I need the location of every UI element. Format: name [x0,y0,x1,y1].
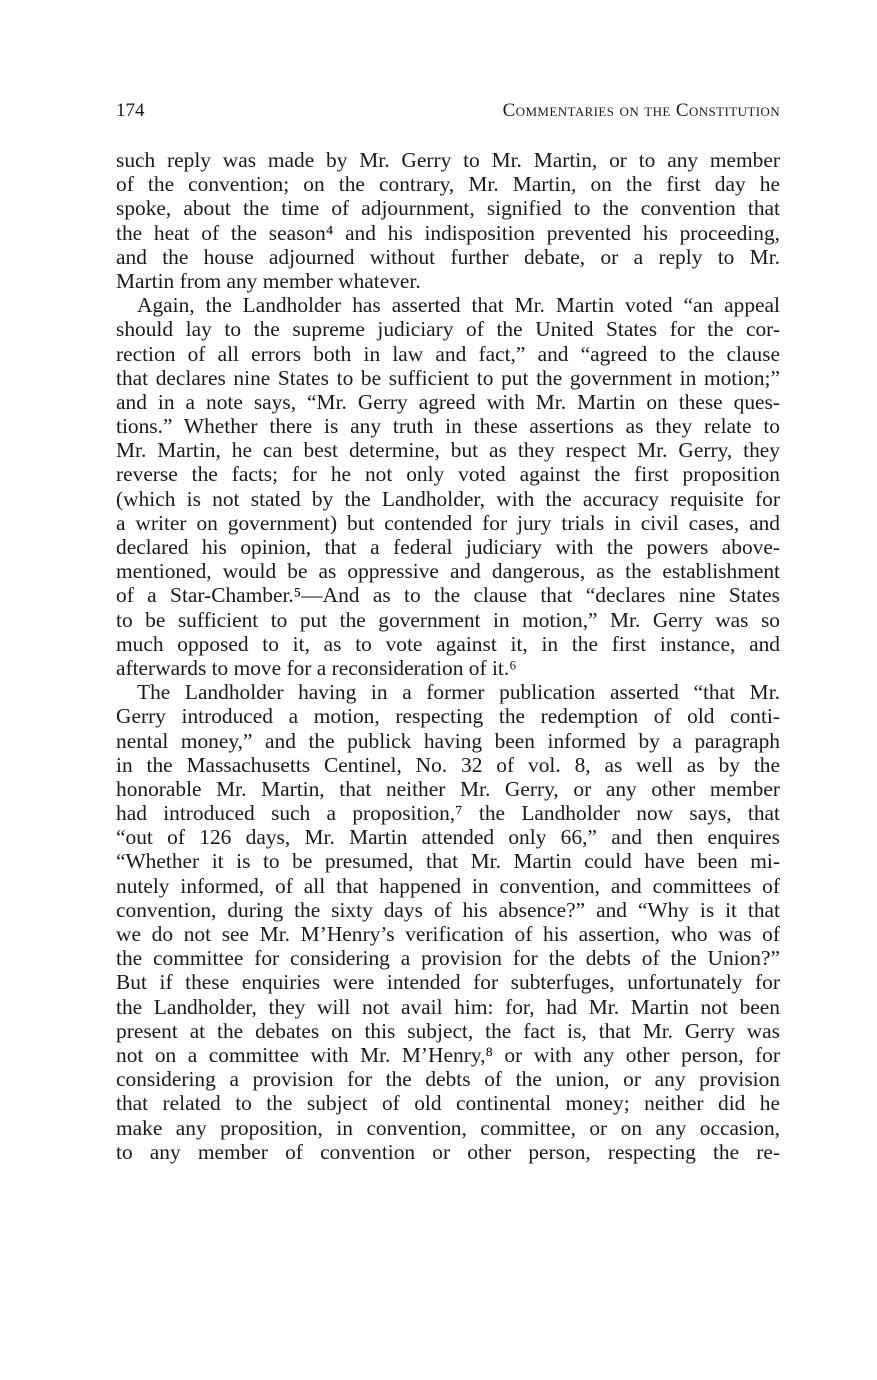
text-line: convention, during the sixty days of his absence?” and “Why is it that [116,897,780,922]
text-line: in the Massachusetts Centinel, No. 32 of vol. 8, as well as by the [116,752,780,777]
text-line: afterwards to move for a reconsideration of it.⁶ [116,655,517,680]
text-line: of the convention; on the contrary, Mr. Martin, on the first day he [116,172,780,197]
text-line: make any proposition, in convention, committee, or on any occasion, [116,1115,780,1140]
text-line: declared his opinion, that a federal judiciary with the powers above- [116,535,780,559]
text-line: (which is not stated by the Landholder, with the accuracy requisite for [116,486,780,511]
text-line: “out of 126 days, Mr. Martin attended only 66,” and then enquires [116,825,780,850]
text-line: the Landholder, they will not avail him: for, had Mr. Martin not been [116,994,780,1019]
text-line: honorable Mr. Martin, that neither Mr. Gerry, or any other member [116,776,780,801]
text-line: that declares nine States to be sufficient to put the government in motion;” [116,365,780,390]
text-line: “Whether it is to be presumed, that Mr. Martin could have been mi- [116,849,780,874]
page-number: 174 [116,100,145,121]
text-line: rection of all errors both in law and fact,” and “agreed to the clause [116,341,780,366]
text-line: Gerry introduced a motion, respecting the redemption of old conti- [116,704,780,729]
text-line: a writer on government) but contended for jury trials in civil cases, and [116,510,780,535]
text-line: considering a provision for the debts of the union, or any provision [116,1067,780,1092]
page-header [116,100,780,130]
text-line: we do not see Mr. M’Henry’s verification of his assertion, who was of [116,922,780,946]
body-text [116,148,780,1164]
text-line: Mr. Martin, he can best determine, but as they respect Mr. Gerry, they [116,438,780,463]
paragraph-first-line: The Landholder having in a former publication asserted “that Mr. [137,680,780,705]
text-line: had introduced such a proposition,⁷ the Landholder now says, that [116,801,780,826]
text-line: to be sufficient to put the government in motion,” Mr. Gerry was so [116,607,780,632]
text-line: and in a note says, “Mr. Gerry agreed with Mr. Martin on these ques- [116,389,780,414]
text-line: of a Star-Chamber.⁵—And as to the clause that “declares nine States [116,583,780,608]
text-line: that related to the subject of old continental money; neither did he [116,1091,780,1116]
text-line: present at the debates on this subject, the fact is, that Mr. Gerry was [116,1018,780,1043]
text-line: reverse the facts; for he not only voted against the first proposition [116,462,780,487]
running-head: Commentaries on the Constitution [502,100,780,121]
text-line: such reply was made by Mr. Gerry to Mr. Martin, or to any member [116,148,780,172]
text-line: spoke, about the time of adjournment, signified to the convention that [116,196,780,221]
text-line: tions.” Whether there is any truth in these assertions as they relate to [116,414,780,439]
text-line: nutely informed, of all that happened in convention, and committees of [116,873,780,898]
text-line: not on a committee with Mr. M’Henry,⁸ or with any other person, for [116,1042,780,1067]
text-line: But if these enquiries were intended for subterfuges, unfortunately for [116,970,780,995]
text-line: and the house adjourned without further debate, or a reply to Mr. [116,244,780,269]
text-line: the committee for considering a provision for the debts of the Union?” [116,946,780,971]
text-line: nental money,” and the publick having been informed by a paragraph [116,728,780,753]
text-line: mentioned, would be as oppressive and dangerous, as the establishment [116,559,780,584]
text-line: should lay to the supreme judiciary of the United States for the cor- [116,317,780,342]
text-line: the heat of the season⁴ and his indisposition prevented his proceeding, [116,220,780,245]
text-line: much opposed to it, as to vote against it, in the first instance, and [116,631,780,656]
text-line: Martin from any member whatever. [116,268,421,293]
text-line: to any member of convention or other person, respecting the re- [116,1139,780,1164]
paragraph-first-line: Again, the Landholder has asserted that Mr. Martin voted “an appeal [137,293,780,318]
